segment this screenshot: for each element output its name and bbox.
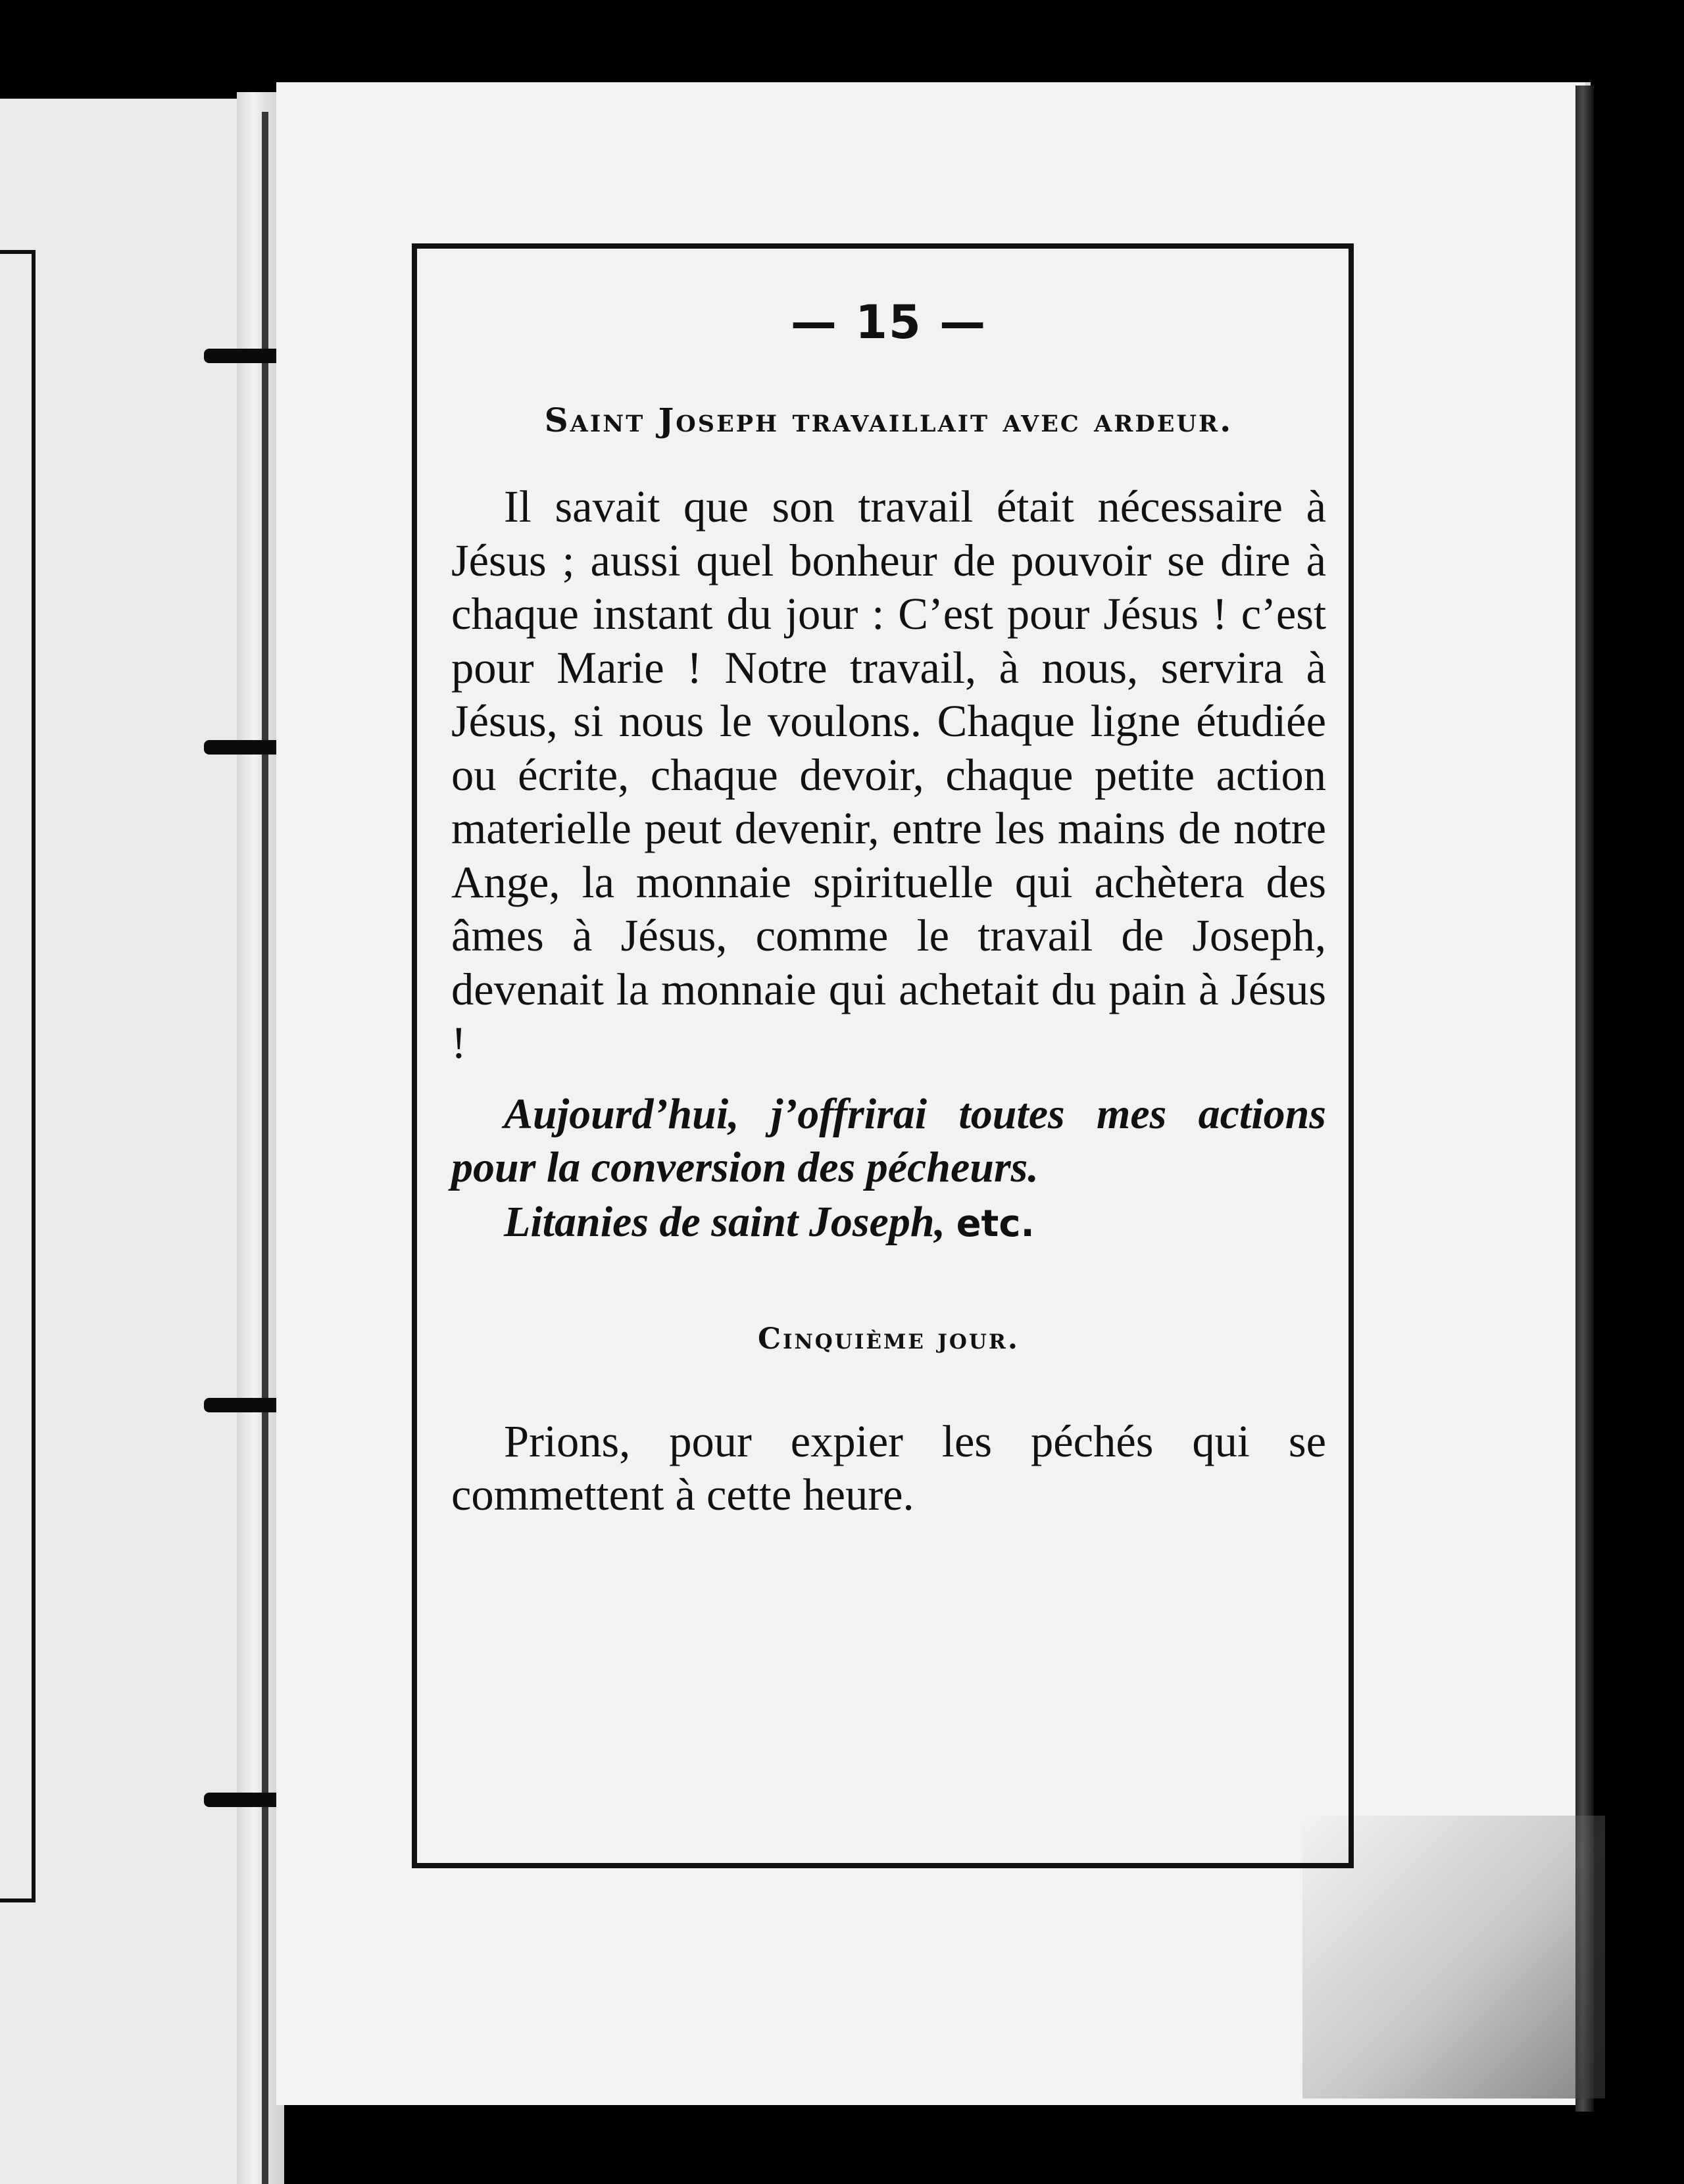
page-edge xyxy=(1575,86,1594,2112)
page-number: — 15 — xyxy=(790,295,987,349)
litanies-text: Litanies de saint Joseph, xyxy=(504,1197,946,1246)
day-title: Cinquième jour. xyxy=(757,1322,1020,1356)
resolution-paragraph: Aujourd’hui, j’offrirai toutes mes actions pour la conversion des pécheurs. xyxy=(451,1089,1326,1191)
left-page-frame xyxy=(0,250,36,1902)
section-title: Saint Joseph travaillait avec ardeur. xyxy=(544,401,1233,439)
litanies-etc: etc. xyxy=(956,1202,1035,1245)
binding-fold-line xyxy=(262,112,268,2184)
litanies-line xyxy=(451,1195,1326,1251)
main-paragraph: Il savait que son travail était nécessaire à Jésus ; aussi quel bonheur de pouvoir se dire à chaque instant du jour : C’est pour Jésus ! c’est pour Marie ! Notre travail, à nous, servira à Jésus, si nous le voulons. Chaque ligne étudiée ou écrite, chaque devoir, chaque petite action materielle peut devenir, entre les mains de notre Ange, la monnaie spirituelle qui achètera des âmes à Jésus, comme le travail de Joseph, devenait la monnaie qui achetait du pain à Jésus ! xyxy=(451,482,1326,1068)
left-page xyxy=(0,99,263,2184)
prayer-paragraph: Prions, pour expier les péchés qui se commettent à cette heure. xyxy=(451,1416,1326,1520)
page-content xyxy=(451,289,1326,1522)
